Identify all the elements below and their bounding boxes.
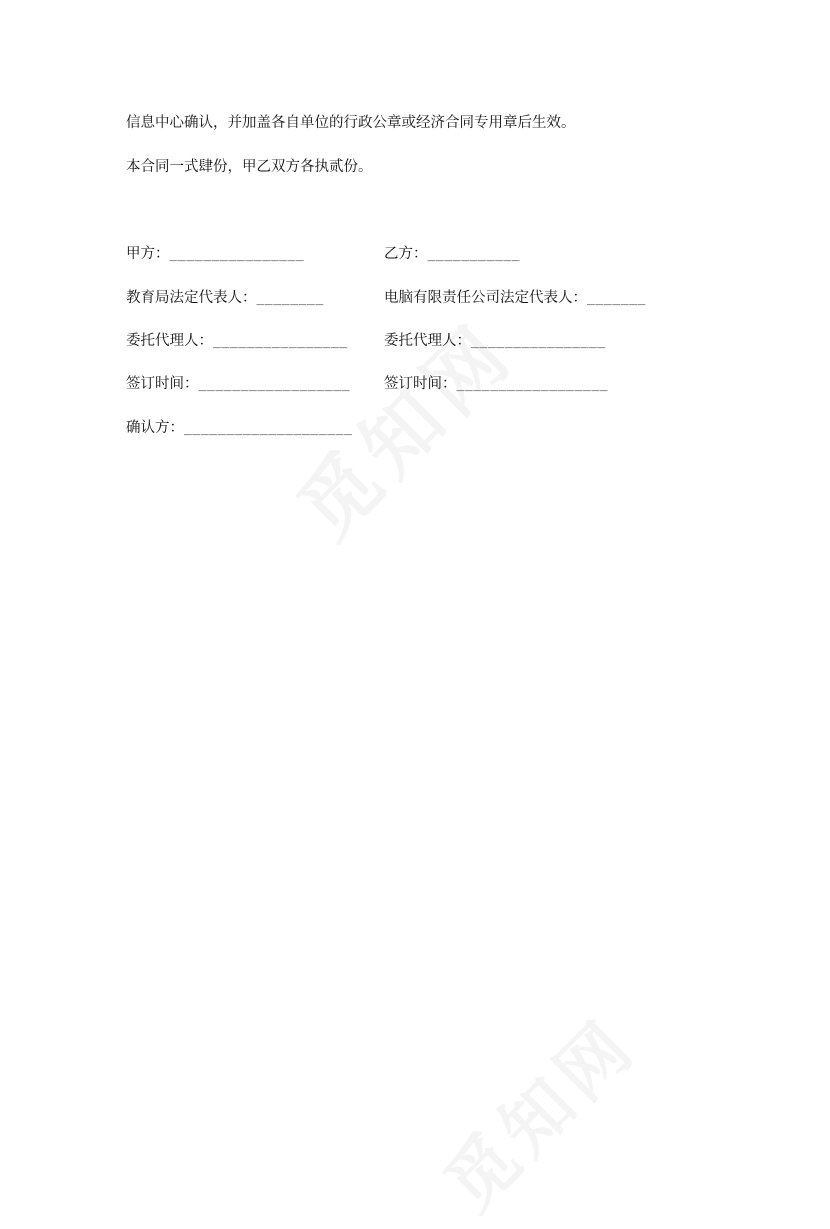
- paragraph: 信息中心确认，并加盖各自单位的行政公章或经济合同专用章后生效。: [126, 115, 576, 131]
- agent-a-field: [126, 330, 348, 353]
- signing-date-a-label: 签订时间：: [126, 376, 199, 392]
- signing-date-b-blank: __________________: [456, 377, 609, 392]
- party-b-field: [384, 243, 520, 266]
- party-a-label: 甲方：: [126, 246, 170, 262]
- signing-date-a-field: [126, 373, 350, 396]
- education-bureau-rep-blank: ________: [256, 291, 324, 306]
- party-a-blank: ________________: [169, 247, 305, 262]
- party-a-field: [126, 243, 304, 266]
- signing-date-b-label: 签订时间：: [384, 376, 457, 392]
- agent-a-blank: ________________: [213, 334, 348, 349]
- watermark: [419, 992, 656, 1229]
- party-b-blank: ___________: [427, 247, 521, 262]
- signing-date-a-blank: __________________: [198, 377, 351, 392]
- confirming-party-label: 确认方：: [126, 420, 184, 436]
- agent-b-blank: ________________: [471, 334, 606, 349]
- party-b-label: 乙方：: [384, 246, 428, 262]
- agent-a-label: 委托代理人：: [126, 333, 213, 349]
- education-bureau-rep-field: [126, 287, 324, 310]
- paragraph: 本合同一式肆份，甲乙双方各执贰份。: [126, 159, 373, 175]
- computer-company-rep-field: [384, 287, 646, 310]
- agent-b-label: 委托代理人：: [384, 333, 471, 349]
- signing-date-b-field: [384, 373, 608, 396]
- education-bureau-rep-label: 教育局法定代表人：: [126, 290, 257, 306]
- computer-company-rep-label: 电脑有限责任公司法定代表人：: [384, 290, 587, 306]
- agent-b-field: [384, 330, 606, 353]
- computer-company-rep-blank: _______: [587, 291, 646, 306]
- confirming-party-field: [126, 417, 353, 440]
- confirming-party-blank: ____________________: [184, 421, 353, 436]
